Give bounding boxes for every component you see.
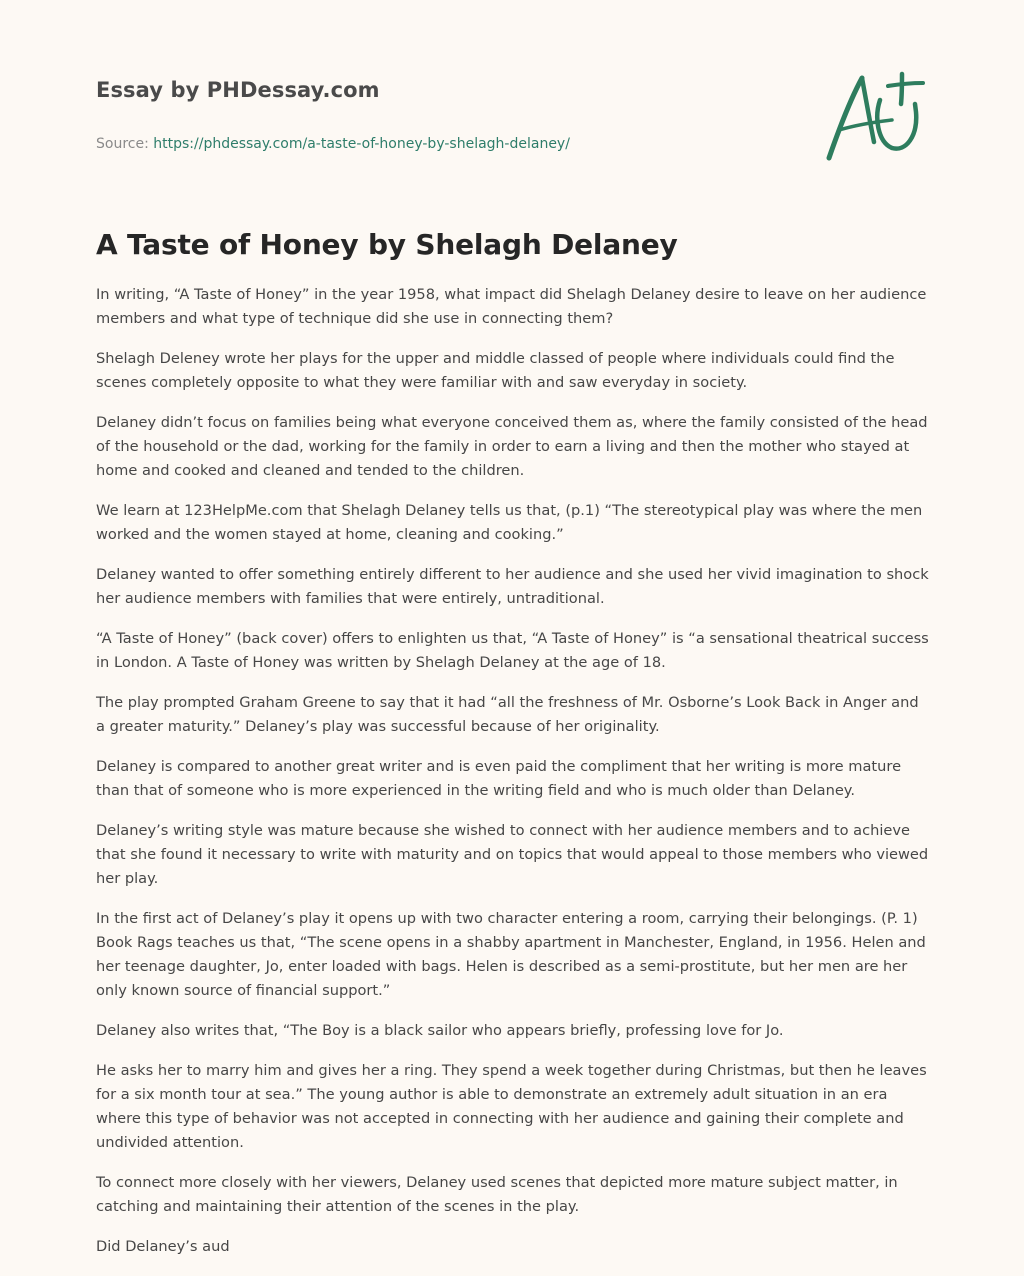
essay-paragraph: He asks her to marry him and gives her a ring. They spend a week together during Christmas, but then he leaves for a six month tour at sea.” The young author is able to demonstrate an extremely adult situation in an era where this type of behavior was not accepted in connecting with her audience and gaining their complete and undivided attention. <box>96 1062 927 1151</box>
essay-paragraph: The play prompted Graham Greene to say that it had “all the freshness of Mr. Osborne’s Look Back in Anger and a greater maturity.” Delaney’s play was successful because of her originality. <box>96 694 919 735</box>
essay-paragraph: “A Taste of Honey” (back cover) offers to enlighten us that, “A Taste of Honey” is “a sensational theatrical success in London. A Taste of Honey was written by Shelagh Delaney at the age of 18. <box>96 630 929 671</box>
essay-title: A Taste of Honey by Shelagh Delaney <box>96 228 678 261</box>
essay-paragraph: Shelagh Deleney wrote her plays for the upper and middle classed of people where individuals could find the scenes completely opposite to what they were familiar with and saw everyday in society. <box>96 350 895 391</box>
site-title: Essay by PHDessay.com <box>96 78 380 102</box>
essay-paragraph: In the first act of Delaney’s play it opens up with two character entering a room, carrying their belongings. (P. 1) Book Rags teaches us that, “The scene opens in a shabby apartment in Manchester, England, in 1956. Helen and her teenage daughter, Jo, enter loaded with bags. Helen is described as a semi-prostitute, but her men are her only known source of financial support.” <box>96 910 926 999</box>
source-link[interactable]: https://phdessay.com/a-taste-of-honey-by-shelagh-delaney/ <box>153 136 570 152</box>
a-plus-logo-graphic <box>822 70 926 162</box>
a-plus-logo-icon <box>822 70 926 162</box>
page-header <box>96 76 796 154</box>
essay-paragraph: We learn at 123HelpMe.com that Shelagh Delaney tells us that, (p.1) “The stereotypical play was where the men worked and the women stayed at home, cleaning and cooking.” <box>96 502 923 543</box>
essay-paragraph-truncated: Did Delaney’s aud <box>96 1238 230 1255</box>
source-line <box>96 134 796 154</box>
essay-paragraph: Delaney is compared to another great writer and is even paid the compliment that her writing is more mature than that of someone who is more experienced in the writing field and who is much older than Delaney. <box>96 758 902 799</box>
essay-paragraph: Delaney’s writing style was mature because she wished to connect with her audience members and to achieve that she found it necessary to write with maturity and on topics that would appeal to those members who viewed her play. <box>96 822 929 887</box>
source-label: Source: <box>96 136 154 152</box>
essay-content <box>96 226 930 1275</box>
essay-paragraph: In writing, “A Taste of Honey” in the year 1958, what impact did Shelagh Delaney desire to leave on her audience members and what type of technique did she use in connecting them? <box>96 286 927 327</box>
essay-paragraph: Delaney didn’t focus on families being what everyone conceived them as, where the family consisted of the head of the household or the dad, working for the family in order to earn a living and then the mother who stayed at home and cooked and cleaned and tended to the children. <box>96 414 928 479</box>
essay-paragraph: Delaney also writes that, “The Boy is a black sailor who appears briefly, professing love for Jo. <box>96 1022 784 1039</box>
essay-paragraph: Delaney wanted to offer something entirely different to her audience and she used her vivid imagination to shock her audience members with families that were entirely, untraditional. <box>96 566 929 607</box>
essay-paragraph: To connect more closely with her viewers, Delaney used scenes that depicted more mature subject matter, in catching and maintaining their attention of the scenes in the play. <box>96 1174 898 1215</box>
